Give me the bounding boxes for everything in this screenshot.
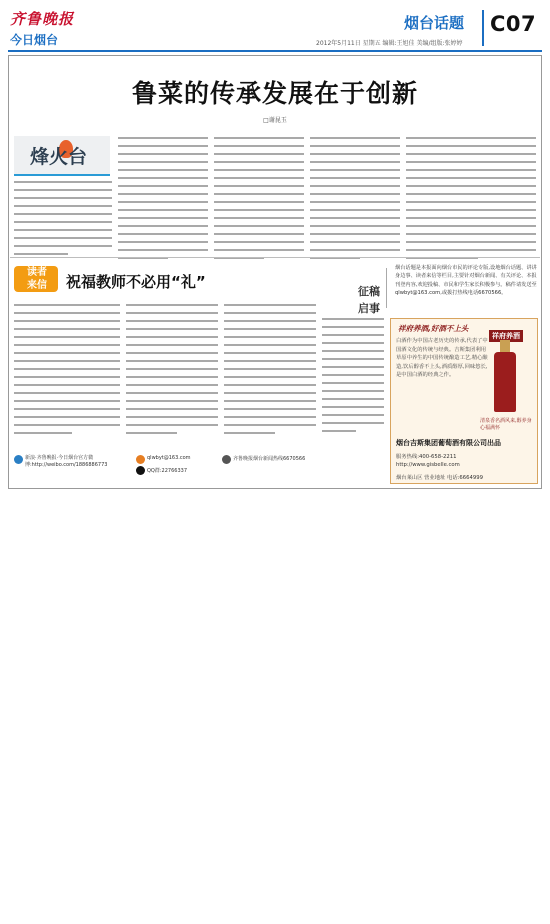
article-column-4 <box>310 137 400 265</box>
hotline-contact: 齐鲁晚报烟台新闻热线6670566 <box>233 456 306 462</box>
reader-badge-label <box>18 266 56 292</box>
page-topic: 烟台话题 <box>404 14 465 32</box>
sina-weibo-icon <box>14 455 23 464</box>
article-column-1 <box>14 181 112 261</box>
letter-column-3 <box>224 304 316 440</box>
header-rule <box>8 50 542 52</box>
ad-company: 烟台吉斯集团葡萄酒有限公司出品 <box>396 439 501 447</box>
ad-body: 白酒作为中国古老历史的传承,代表了中国酒文化的传统与经典。吉斯集团利用草原中养生的中国传统酿造工艺,精心酿造,饮后醇香不上头,酒质醇厚,回味悠长,是中国白酒的经典之作。 <box>396 338 488 378</box>
header-divider <box>482 10 484 46</box>
solicitation-label: 征稿启事 <box>358 285 380 315</box>
letter-column-2 <box>126 304 218 440</box>
solicitation-text: 烟台话题是本报面向烟台市民的评论专版,设地烟台话题、讲讲身边事、读者来信等栏目,主要针对烟台新闻、有关评论、本报刊登内容,欢迎投稿、市民和学生家长积极参与。稿件请发送至qlwbyt@163.com,或拨打热线电话6670566。 <box>395 265 537 297</box>
section-divider <box>10 257 540 258</box>
reader-badge-line2: 来信 <box>27 280 47 291</box>
ad-address: 烟台莱山区 营业地址 电话:6664999 <box>396 475 484 481</box>
ad-brand: 祥府养酒 <box>489 330 523 342</box>
letter-column-4 <box>322 318 384 438</box>
phone-icon <box>222 455 231 464</box>
liquor-bottle-image <box>494 352 516 412</box>
weibo-contact[interactable]: 新浪·齐鲁晚报·今日烟台官方微博:http://weibo.com/1886886773 <box>25 455 108 468</box>
article-author: □谢昆玉 <box>263 117 287 124</box>
article-column-2 <box>118 137 208 265</box>
email-icon <box>136 455 145 464</box>
dateline: 2012年5月11日 星期五 编辑:王旭佳 美编/组版:张婷婷 <box>316 40 463 47</box>
article-column-5 <box>406 137 536 265</box>
article-headline: 鲁菜的传承发展在于创新 <box>131 79 418 108</box>
solicitation-divider <box>386 268 387 308</box>
qq-icon <box>136 466 145 475</box>
qq-group-contact: QQ群:22766337 <box>147 468 188 474</box>
ad-hotline: 服务热线:400-658-2211 <box>396 454 457 460</box>
reader-badge-line1: 读者 <box>27 267 47 278</box>
article-column-3 <box>214 137 304 265</box>
ad-poem: 清泉香名酒风来,醇养身心福满怀 <box>480 418 532 431</box>
column-art-title: 烽火台 <box>30 146 88 168</box>
letter-column-1 <box>14 304 120 440</box>
letter-headline: 祝福教师不必用“礼” <box>66 273 206 291</box>
ad-website[interactable]: http://www.gisbelle.com <box>396 462 460 468</box>
newspaper-logo: 齐鲁晚报 <box>10 10 75 28</box>
page-number: C07 <box>490 12 537 36</box>
email-contact[interactable]: qlwbyt@163.com <box>147 455 191 461</box>
section-name: 今日烟台 <box>10 33 59 47</box>
ad-title: 祥府养酒,好酒不上头 <box>398 324 469 333</box>
